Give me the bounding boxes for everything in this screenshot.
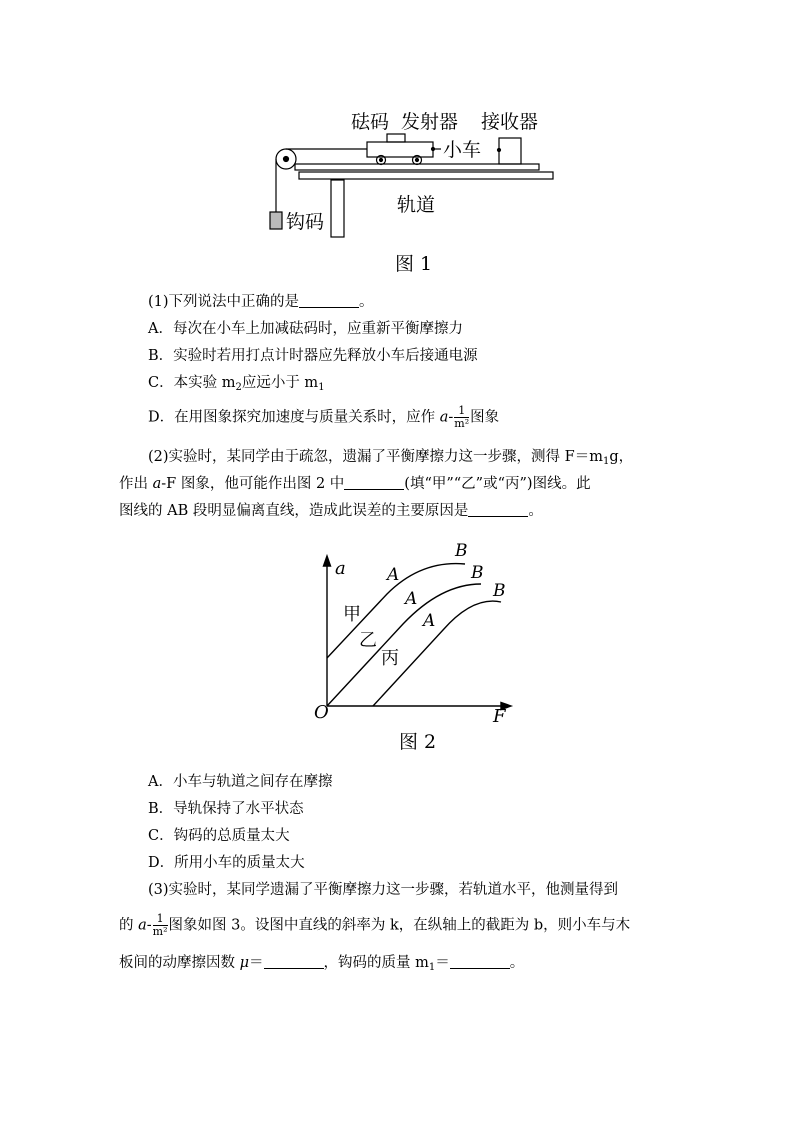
q2-line-2-part1: 作出 [119,476,153,492]
q1-option-d [148,405,499,430]
answer-blank[interactable] [264,954,324,969]
subscript: 2 [235,382,242,393]
hook-weight [270,212,282,229]
q1-option-d-part1: D．在用图象探究加速度与质量关系时，应作 [148,409,440,426]
q1-option-a: A．每次在小车上加减砝码时，应重新平衡摩擦力 [148,321,463,337]
label-receiver: 接收器 [481,111,539,133]
q3-line-3 [119,953,524,978]
curve-yi [327,584,481,706]
q1-stem [148,292,374,312]
q3-line-2-part2: 图象如图 3。设图中直线的斜率为 k，在纵轴上的截距为 b，则小车与木 [168,917,631,934]
answer-blank[interactable] [450,954,510,969]
q2-line-3-end: 。 [528,503,543,519]
q3-line-2 [119,913,630,938]
figure-1-apparatus [255,100,565,285]
point-b-jia: B [455,541,468,561]
answer-blank[interactable] [468,502,528,517]
variable-a: a [138,917,147,934]
q2-line-1 [148,447,633,472]
q3-line-2-part1: 的 [119,917,139,934]
subscript: 1 [602,456,610,467]
q2-option-d: D．所用小车的质量太大 [148,855,305,871]
subscript: 1 [318,382,325,393]
axis-label-f: F [493,706,506,727]
q1-option-c-part2: 应远小于 m [241,375,319,391]
fraction-denominator: m² [454,417,470,430]
curve-label-jia: 甲 [343,604,361,625]
curve-label-bing: 丙 [381,648,399,669]
axis-label-a: a [335,558,346,579]
point-a-yi: A [405,589,418,609]
fraction [153,913,168,938]
fraction-numerator: 1 [153,913,168,926]
equals: ＝ [249,955,264,971]
point-b-bing: B [493,581,506,601]
q3-line-3-part2: ，钩码的质量 m [323,955,429,971]
q1-stem-text: (1)下列说法中正确的是 [148,294,300,310]
figure-1-caption: 图 1 [395,253,433,275]
fraction [454,405,469,430]
variable-a: a [152,476,162,492]
fraction-numerator: 1 [454,405,469,418]
q2-option-a: A．小车与轨道之间存在摩擦 [148,774,333,790]
track-board-lower [299,172,553,179]
q1-option-c-part1: C．本实验 m [148,375,236,391]
figure-2-graph [305,538,525,760]
point-b-yi: B [471,563,484,583]
label-weight: 砝码 [351,111,390,133]
q2-line-3 [119,501,543,521]
curve-label-yi: 乙 [359,630,377,651]
q1-option-d-part2: 图象 [470,409,500,426]
label-emitter: 发射器 [401,111,459,133]
q1-option-c [148,373,325,398]
figure-2-caption: 图 2 [399,731,437,753]
fraction-denominator: m² [152,925,168,938]
q3-line-3-end: 。 [509,955,525,971]
q2-line-1-part2: g， [609,449,634,465]
variable-a: a [439,409,449,426]
receiver-box [499,138,521,164]
label-track: 轨道 [397,194,436,216]
origin-label: O [314,702,329,723]
q2-line-2-part2: -F 图象，他可能作出图 2 中 [161,476,345,492]
dash: - [448,409,454,426]
q3-line-3-part1: 板间的动摩擦因数 [119,955,240,971]
point-a-jia: A [387,565,400,585]
q2-option-c: C．钩码的总质量太大 [148,828,290,844]
label-cart: 小车 [443,139,482,161]
cart-body [367,142,433,157]
answer-blank[interactable] [299,293,359,308]
answer-blank[interactable] [344,475,404,490]
q2-line-2-part3: (填“甲”“乙”或“丙”)图线。此 [404,476,591,492]
point-a-bing: A [423,611,436,631]
q2-line-3-part1: 图线的 AB 段明显偏离直线，造成此误差的主要原因是 [119,503,469,519]
q2-option-b: B．导轨保持了水平状态 [148,801,304,817]
q2-line-1-part1: (2)实验时，某同学由于疏忽，遗漏了平衡摩擦力这一步骤，测得 F＝m [148,449,603,465]
track-support [331,180,344,237]
dash: - [146,917,152,934]
variable-mu: μ [239,955,250,971]
q3-line-1: (3)实验时，某同学遗漏了平衡摩擦力这一步骤，若轨道水平，他测量得到 [148,882,619,898]
q1-stem-end: 。 [359,294,374,310]
q2-line-2 [119,474,591,494]
subscript: 1 [428,962,436,973]
weight-block [387,134,405,142]
label-hook: 钩码 [286,211,325,233]
equals: ＝ [435,955,450,971]
q1-option-b: B．实验时若用打点计时器应先释放小车后接通电源 [148,348,478,364]
